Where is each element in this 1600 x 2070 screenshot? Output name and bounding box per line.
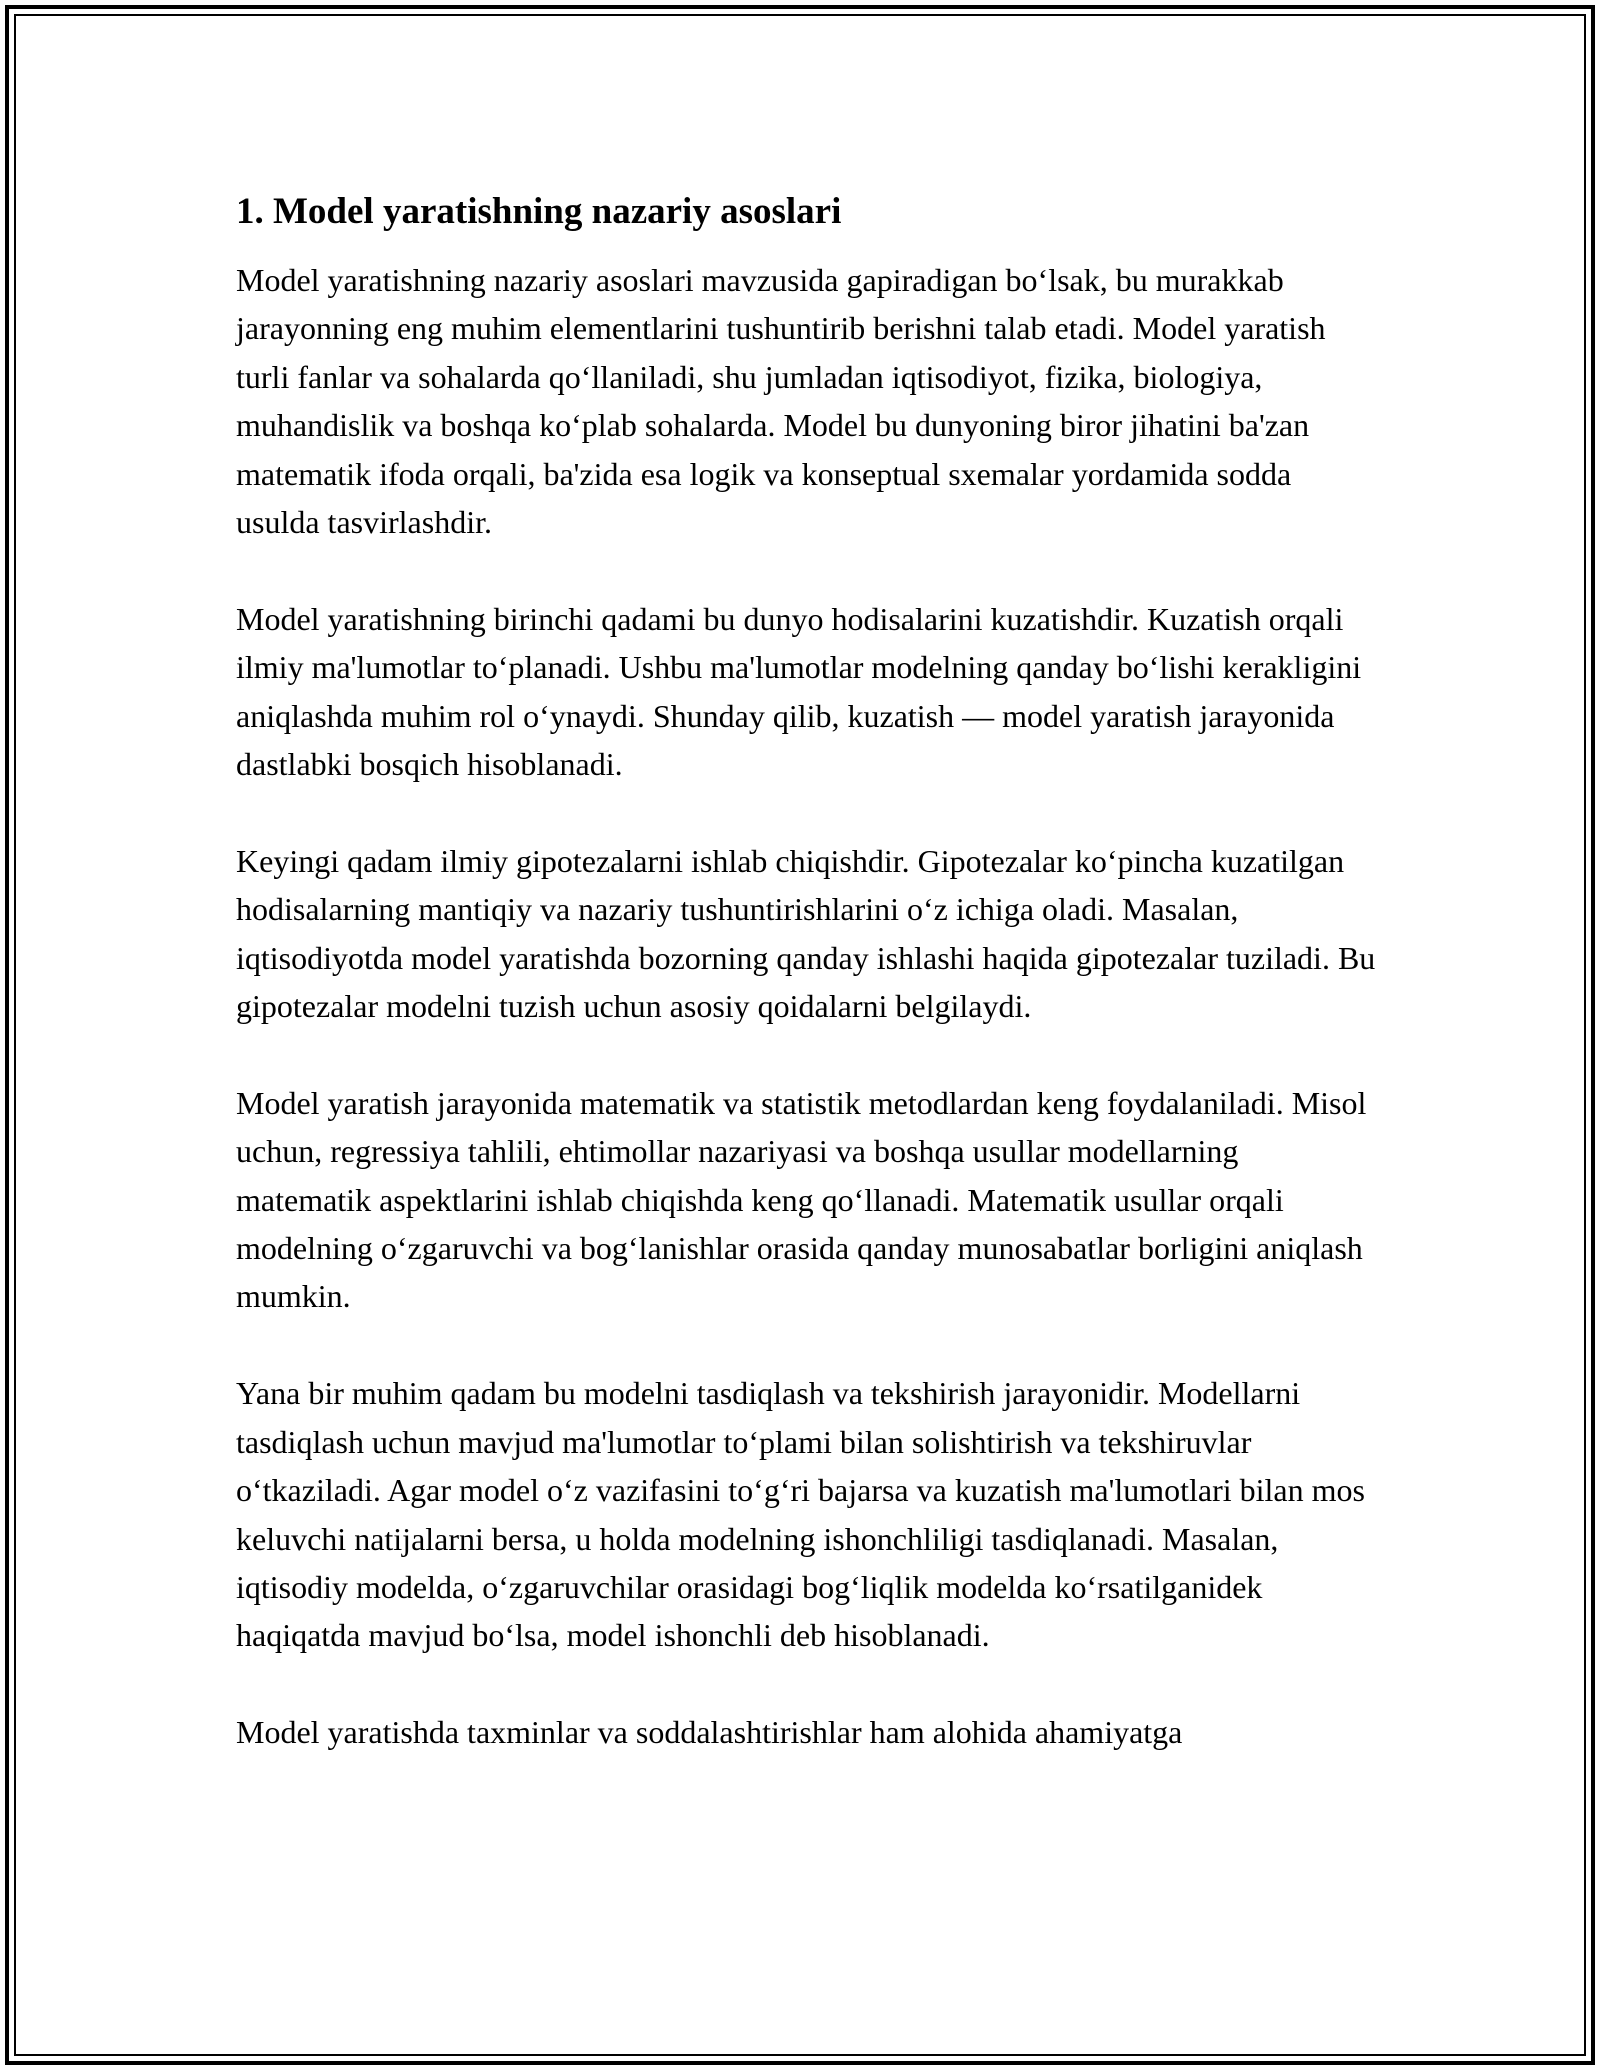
paragraph-4: Model yaratish jarayonida matematik va statistik metodlardan keng foydalaniladi. Misol uchun, regressiya tahlili, ehtimollar nazariyasi va boshqa usullar modellarning matematik aspektlarini ishlab chiqishda keng qo‘llanadi. Matematik usullar orqali modelning o‘zgaruvchi va bog‘lanishlar orasida qanday munosabatlar borligini aniqlash mumkin. bbox=[236, 1084, 1367, 1315]
paragraph-5: Yana bir muhim qadam bu modelni tasdiqlash va tekshirish jarayonidir. Modellarni tasdiqlash uchun mavjud ma'lumotlar to‘plami bilan solishtirish va tekshiruvlar o‘tkaziladi. Agar model o‘z vazifasini to‘g‘ri bajarsa va kuzatish ma'lumotlari bilan mos keluvchi natijalarni bersa, u holda modelning ishonchliligi tasdiqlanadi. Masalan, iqtisodiy modelda, o‘zgaruvchilar orasidagi bog‘liqlik modelda ko‘rsatilganidek haqiqatda mavjud bo‘lsa, model ishonchli deb hisoblanadi. bbox=[236, 1375, 1365, 1654]
paragraph-2: Model yaratishning birinchi qadami bu dunyo hodisalarini kuzatishdir. Kuzatish orqali ilmiy ma'lumotlar to‘planadi. Ushbu ma'lumotlar modelning qanday bo‘lishi kerakligini aniqlashda muhim rol o‘ynaydi. Shunday qilib, kuzatish — model yaratish jarayonida dastlabki bosqich hisoblanadi. bbox=[236, 600, 1362, 783]
paragraph-1: Model yaratishning nazariy asoslari mavzusida gapiradigan bo‘lsak, bu murakkab jarayonning eng muhim elementlarini tushuntirib berishni talab etadi. Model yaratish turli fanlar va sohalarda qo‘llaniladi, shu jumladan iqtisodiyot, fizika, biologiya, muhandislik va boshqa ko‘plab sohalarda. Model bu dunyoning biror jihatini ba'zan matematik ifoda orqali, ba'zida esa logik va konseptual sxemalar yordamida sodda usulda tasvirlashdir. bbox=[236, 262, 1326, 541]
paragraph-6: Model yaratishda taxminlar va soddalashtirishlar ham alohida ahamiyatga bbox=[236, 1714, 1183, 1751]
paragraph-3: Keyingi qadam ilmiy gipotezalarni ishlab chiqishdir. Gipotezalar ko‘pincha kuzatilgan hodisalarning mantiqiy va nazariy tushuntirishlarini o‘z ichiga oladi. Masalan, iqtisodiyotda model yaratishda bozorning qanday ishlashi haqida gipotezalar tuziladi. Bu gipotezalar modelni tuzish uchun asosiy qoidalarni belgilaydi. bbox=[236, 842, 1376, 1025]
section-heading: 1. Model yaratishning nazariy asoslari bbox=[236, 191, 842, 232]
document-body bbox=[236, 188, 1376, 1757]
